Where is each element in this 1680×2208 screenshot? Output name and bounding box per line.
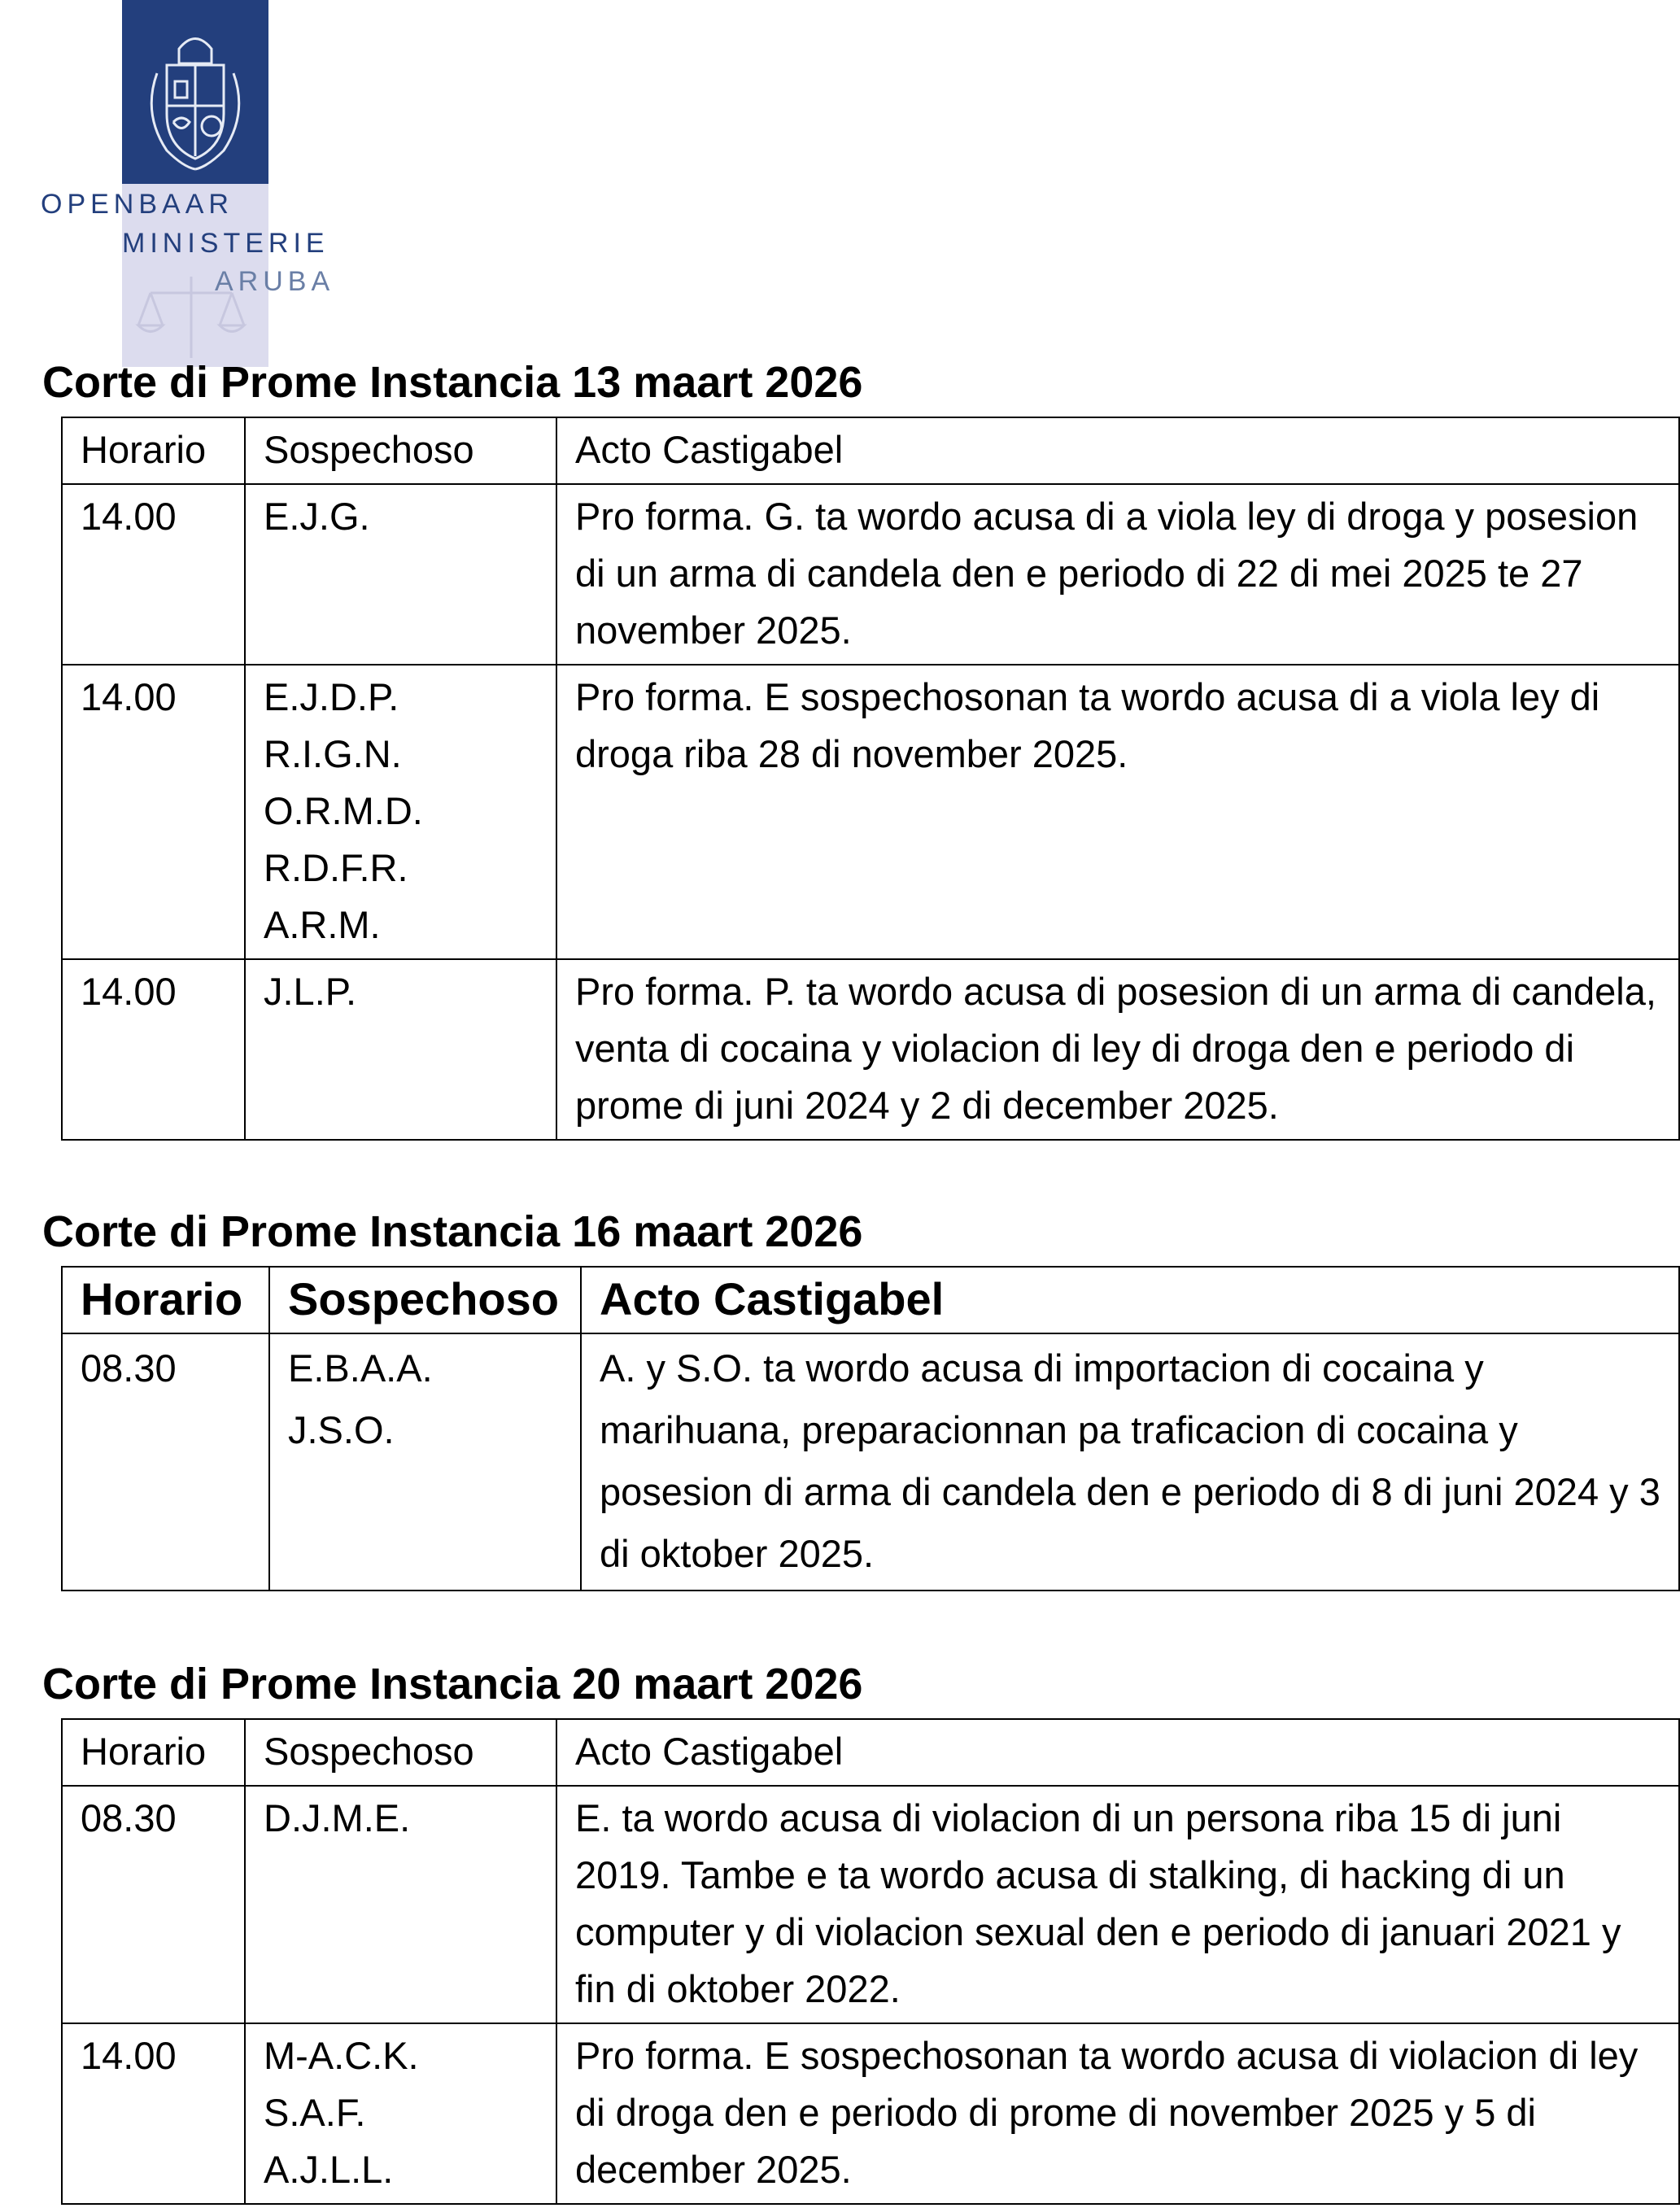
table-row [62, 2023, 1679, 2204]
table-header-row [62, 1719, 1679, 1786]
schedule-table-16-maart [61, 1266, 1680, 1591]
suspect-initials: E.J.D.P. [264, 675, 399, 718]
column-header-acto: Acto Castigabel [556, 1719, 1679, 1786]
column-header-horario: Horario [62, 417, 245, 484]
suspect-initials: D.J.M.E. [264, 1796, 411, 1839]
schedule-table-13-maart [61, 417, 1680, 1141]
logo-text-aruba: ARUBA [215, 266, 335, 297]
cell-sospechoso [269, 1333, 581, 1591]
section-title-13-maart: Corte di Prome Instancia 13 maart 2026 [42, 358, 863, 407]
table-row [62, 959, 1679, 1140]
column-header-sospechoso: Sospechoso [269, 1267, 581, 1333]
suspect-initials: R.D.F.R. [264, 846, 408, 889]
cell-horario: 14.00 [62, 2023, 245, 2204]
suspect-initials: R.I.G.N. [264, 732, 402, 775]
section-title-16-maart: Corte di Prome Instancia 16 maart 2026 [42, 1207, 863, 1256]
column-header-acto: Acto Castigabel [581, 1267, 1679, 1333]
cell-acto: Pro forma. P. ta wordo acusa di posesion di un arma di candela, venta di cocaina y violacion di ley di droga den e periodo di prome di juni 2024 y 2 di december 2025. [556, 959, 1679, 1140]
table-row [62, 1333, 1679, 1591]
cell-horario: 14.00 [62, 484, 245, 665]
suspect-initials: J.S.O. [288, 1408, 395, 1451]
column-header-sospechoso: Sospechoso [245, 417, 556, 484]
logo-text-openbaar: OPENBAAR [41, 189, 233, 220]
suspect-initials: S.A.F. [264, 2091, 366, 2134]
table-row [62, 1786, 1679, 2023]
cell-acto: Pro forma. E sospechosonan ta wordo acusa di a viola ley di droga riba 28 di november 2025. [556, 665, 1679, 959]
table-header-row [62, 1267, 1679, 1333]
suspect-initials: M-A.C.K. [264, 2034, 419, 2077]
cell-horario: 14.00 [62, 665, 245, 959]
suspect-initials: A.R.M. [264, 903, 381, 946]
suspect-initials: J.L.P. [264, 970, 357, 1013]
coat-of-arms-icon [134, 16, 256, 179]
column-header-acto: Acto Castigabel [556, 417, 1679, 484]
cell-sospechoso [245, 2023, 556, 2204]
suspect-initials: E.B.A.A. [288, 1346, 433, 1390]
section-title-20-maart: Corte di Prome Instancia 20 maart 2026 [42, 1660, 863, 1708]
cell-acto: Pro forma. E sospechosonan ta wordo acusa di violacion di ley di droga den e periodo di prome di november 2025 y 5 di december 2025. [556, 2023, 1679, 2204]
cell-acto: E. ta wordo acusa di violacion di un persona riba 15 di juni 2019. Tambe e ta wordo acusa di stalking, di hacking di un computer y di violacion sexual den e periodo di januari 2021 y fin di oktober 2022. [556, 1786, 1679, 2023]
cell-horario: 14.00 [62, 959, 245, 1140]
column-header-horario: Horario [62, 1719, 245, 1786]
column-header-horario: Horario [62, 1267, 269, 1333]
suspect-initials: A.J.L.L. [264, 2148, 394, 2191]
table-header-row [62, 417, 1679, 484]
table-row [62, 665, 1679, 959]
logo-text-ministerie: MINISTERIE [122, 228, 329, 259]
table-row [62, 484, 1679, 665]
cell-acto: A. y S.O. ta wordo acusa di importacion di cocaina y marihuana, preparacionnan pa traficacion di cocaina y posesion di arma di candela den e periodo di 8 di juni 2024 y 3 di oktober 2025. [581, 1333, 1679, 1591]
suspect-initials: O.R.M.D. [264, 789, 423, 832]
cell-sospechoso [245, 665, 556, 959]
cell-horario: 08.30 [62, 1786, 245, 2023]
cell-sospechoso [245, 484, 556, 665]
suspect-initials: E.J.G. [264, 495, 370, 538]
cell-horario: 08.30 [62, 1333, 269, 1591]
column-header-sospechoso: Sospechoso [245, 1719, 556, 1786]
schedule-table-20-maart [61, 1718, 1680, 2205]
cell-sospechoso [245, 959, 556, 1140]
cell-acto: Pro forma. G. ta wordo acusa di a viola ley di droga y posesion di un arma di candela den e periodo di 22 di mei 2025 te 27 november 2025. [556, 484, 1679, 665]
cell-sospechoso [245, 1786, 556, 2023]
